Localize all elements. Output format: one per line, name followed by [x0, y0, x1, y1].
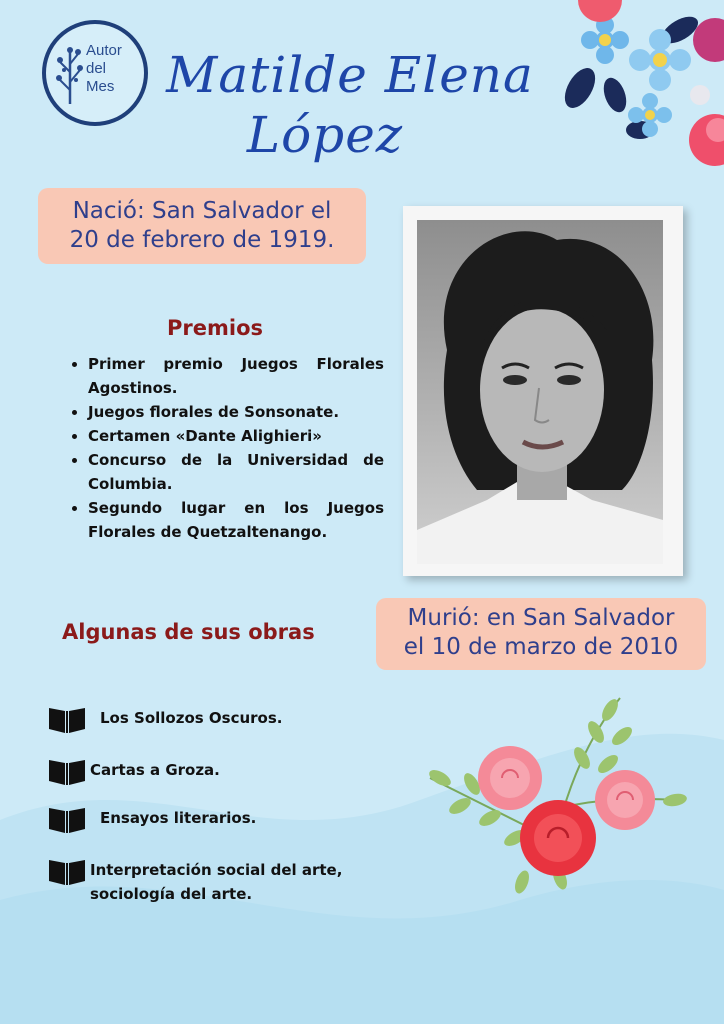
portrait-photo [417, 220, 663, 564]
award-item: • Juegos florales de Sonsonate. [88, 400, 384, 424]
death-info [376, 598, 706, 670]
award-item: • Primer premio Juegos Florales Agostinos. [88, 352, 384, 400]
open-book-icon [48, 756, 86, 786]
open-book-icon [48, 856, 86, 886]
award-item: • Concurso de la Universidad de Columbia. [88, 448, 384, 496]
title-last-name: López [246, 106, 404, 164]
work-title: Cartas a Groza. [90, 761, 220, 779]
open-book-icon [48, 804, 86, 834]
awards-heading: Premios [167, 316, 263, 340]
birth-line-1: Nació: San Salvador el [72, 198, 332, 224]
title-first-name: Matilde Elena [166, 46, 534, 104]
work-title: Interpretación social del arte, sociología del arte. [90, 861, 343, 903]
logo-text [86, 42, 140, 96]
portrait-frame [403, 206, 683, 576]
works-heading: Algunas de sus obras [62, 620, 315, 644]
logo-line-1: Autor [86, 42, 122, 59]
award-item: • Segundo lugar en los Juegos Florales de Quetzaltenango. [88, 496, 384, 544]
roses-decoration [410, 688, 700, 898]
flowers-top-right [540, 0, 724, 180]
work-title: Los Sollozos Oscuros. [100, 709, 283, 727]
open-book-icon [48, 704, 86, 734]
birth-info [38, 188, 366, 264]
awards-list [68, 352, 384, 544]
author-of-month-logo [42, 20, 148, 126]
work-title: Ensayos literarios. [100, 809, 257, 827]
award-item: • Certamen «Dante Alighieri» [88, 424, 384, 448]
logo-line-2: del [86, 60, 107, 77]
death-line-2: el 10 de marzo de 2010 [403, 634, 679, 660]
death-line-1: Murió: en San Salvador [407, 605, 675, 631]
tree-icon [52, 42, 88, 106]
logo-line-3: Mes [86, 78, 115, 95]
birth-line-2: 20 de febrero de 1919. [69, 227, 335, 253]
